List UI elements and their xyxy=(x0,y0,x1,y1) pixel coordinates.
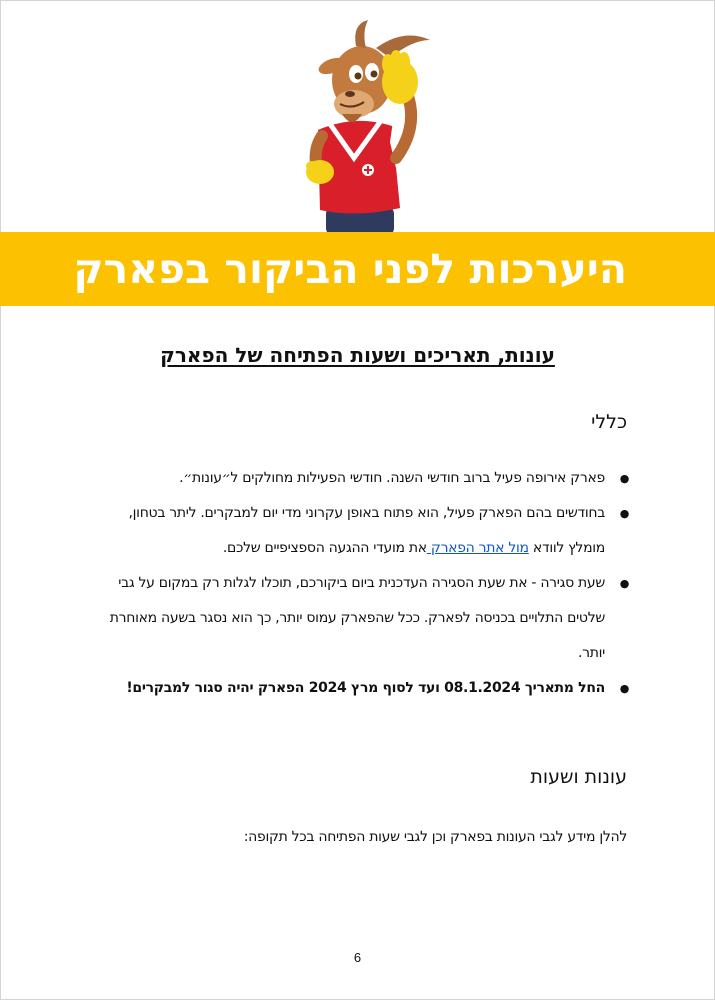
list-item xyxy=(89,461,629,496)
list-item-text: את מועדי ההגעה הספציפיים שלכם. xyxy=(222,540,427,556)
list-item-text: שעת סגירה - את שעת הסגירה העדכנית ביום ביקורכם, תוכלו לגלות רק במקום על גבי שלטים התלויים בכניסה לפארק. ככל שהפארק עמוס יותר, כך הוא נסגר בשעה מאוחרת יותר. xyxy=(109,575,605,661)
list-item-text: פארק אירופה פעיל ברוב חודשי השנה. חודשי הפעילות מחולקים ל״עונות״. xyxy=(179,470,605,486)
seasons-intro: להלן מידע לגבי העונות בפארק וכן לגבי שעות הפתיחה בכל תקופה: xyxy=(243,829,627,845)
page-title: היערכות לפני הביקור בפארק xyxy=(73,245,627,293)
seasons-subheading: עונות ושעות xyxy=(530,766,627,788)
list-item xyxy=(89,496,629,566)
closure-notice xyxy=(89,671,629,706)
section-heading: עונות, תאריכים ושעות הפתיחה של הפארק xyxy=(160,343,555,367)
park-website-link[interactable]: מול אתר הפארק xyxy=(426,540,529,556)
goat-mascot-icon xyxy=(296,18,446,236)
list-item-text: בחודשים בהם הפארק פעיל, הוא פתוח באופן עקרוני מדי יום למבקרים. ליתר בטחון, מומלץ לוודא xyxy=(128,505,605,556)
general-bullet-list xyxy=(89,461,629,706)
list-item xyxy=(89,566,629,671)
general-subheading: כללי xyxy=(591,411,627,433)
page-number: 6 xyxy=(353,950,362,965)
list-item-text: החל מתאריך 08.1.2024 ועד לסוף מרץ 2024 הפארק יהיה סגור למבקרים! xyxy=(126,680,605,696)
